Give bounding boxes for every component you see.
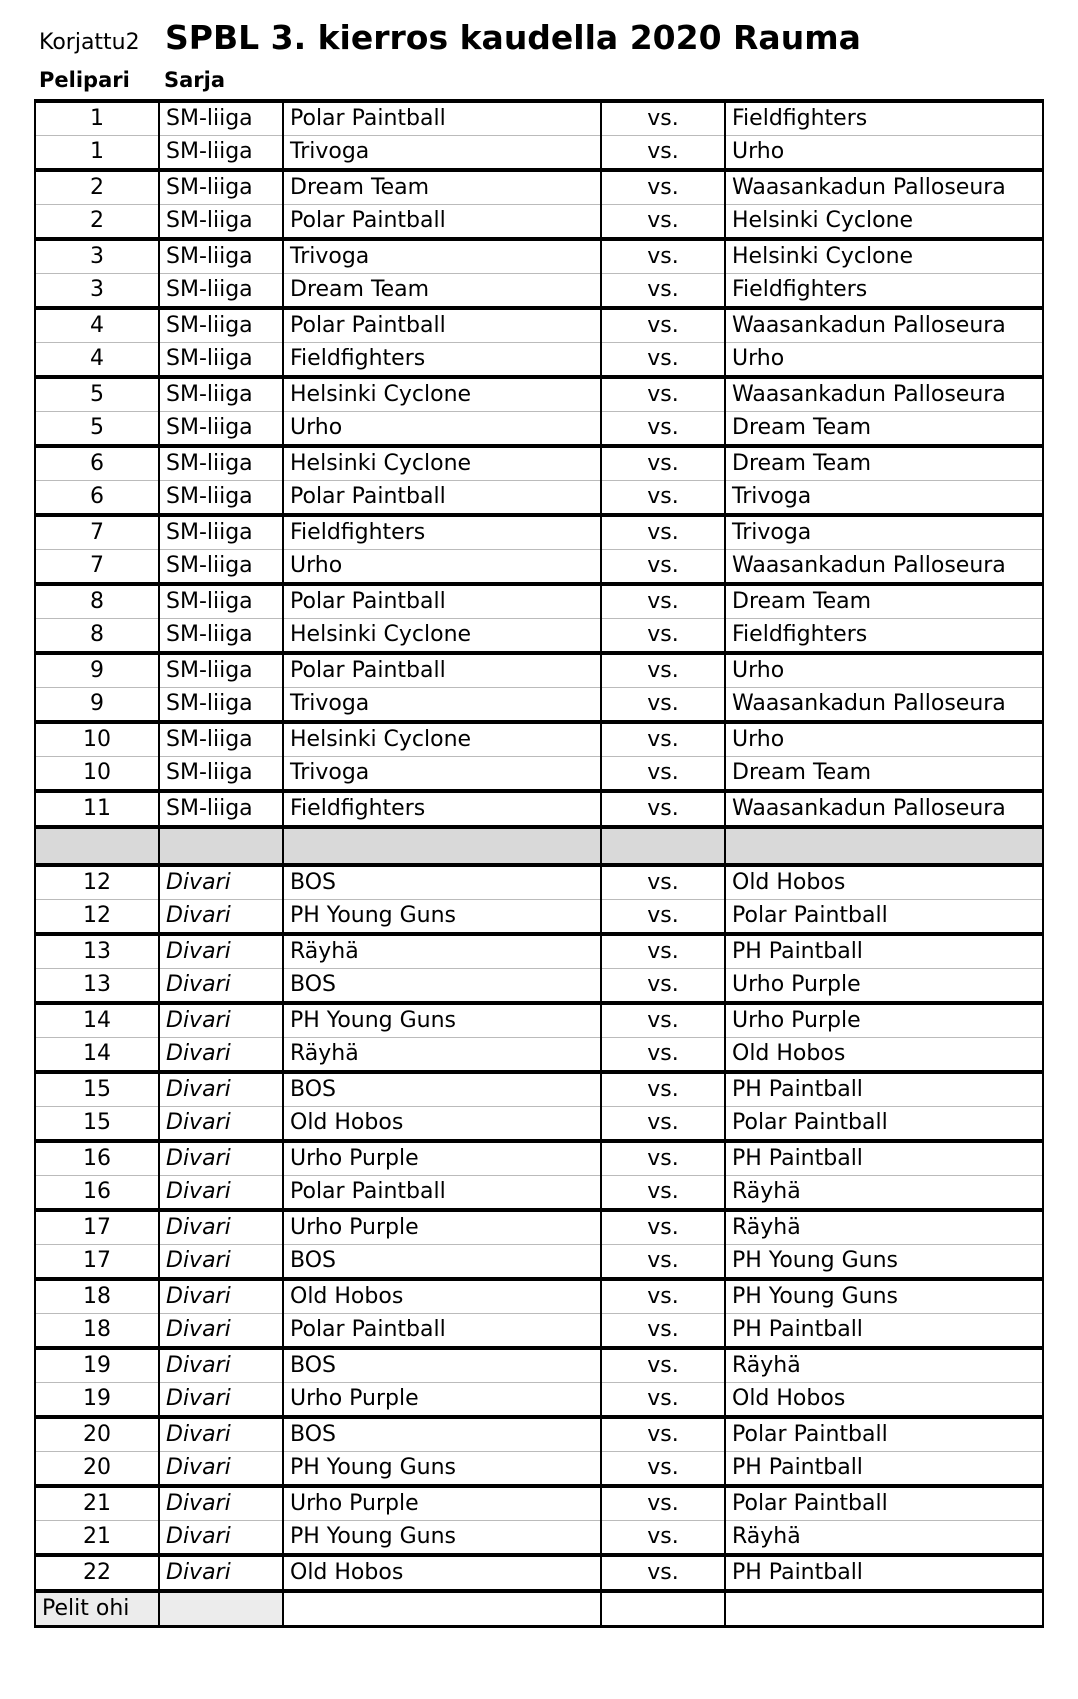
- home-team-cell: Polar Paintball: [283, 308, 601, 343]
- table-row: [35, 377, 1043, 412]
- away-team-cell: Old Hobos: [725, 1038, 1043, 1073]
- series-cell: SM-liiga: [159, 377, 283, 412]
- table-row: [35, 239, 1043, 274]
- away-team-cell: Trivoga: [725, 515, 1043, 550]
- series-cell: Divari: [159, 934, 283, 969]
- pair-number-cell: 19: [35, 1383, 159, 1418]
- versus-cell: vs.: [601, 900, 725, 935]
- pair-number-cell: 12: [35, 900, 159, 935]
- versus-cell: vs.: [601, 1521, 725, 1556]
- away-team-cell: Räyhä: [725, 1210, 1043, 1245]
- pair-number-cell: 13: [35, 934, 159, 969]
- pair-number-cell: 9: [35, 653, 159, 688]
- away-team-cell: Waasankadun Palloseura: [725, 308, 1043, 343]
- home-team-cell: Helsinki Cyclone: [283, 722, 601, 757]
- pair-number-cell: 3: [35, 239, 159, 274]
- pair-number-cell: 21: [35, 1521, 159, 1556]
- table-row: [35, 584, 1043, 619]
- table-row: [35, 1314, 1043, 1349]
- separator-row: [35, 827, 1043, 865]
- series-cell: Divari: [159, 900, 283, 935]
- away-team-cell: PH Paintball: [725, 1314, 1043, 1349]
- table-row: [35, 1452, 1043, 1487]
- away-team-cell: Dream Team: [725, 757, 1043, 792]
- pair-number-cell: 17: [35, 1245, 159, 1280]
- table-row: [35, 205, 1043, 240]
- versus-cell: vs.: [601, 1245, 725, 1280]
- series-cell: SM-liiga: [159, 412, 283, 447]
- away-team-cell: Polar Paintball: [725, 1417, 1043, 1452]
- away-team-cell: Polar Paintball: [725, 900, 1043, 935]
- table-row: [35, 1486, 1043, 1521]
- footer-row: [35, 1591, 1043, 1627]
- table-row: [35, 1072, 1043, 1107]
- home-team-cell: Räyhä: [283, 1038, 601, 1073]
- versus-cell: vs.: [601, 136, 725, 171]
- home-team-cell: Dream Team: [283, 274, 601, 309]
- versus-cell: vs.: [601, 1003, 725, 1038]
- versus-cell: vs.: [601, 1279, 725, 1314]
- home-team-cell: Trivoga: [283, 136, 601, 171]
- versus-cell: vs.: [601, 170, 725, 205]
- versus-cell: vs.: [601, 584, 725, 619]
- versus-cell: vs.: [601, 515, 725, 550]
- table-row: [35, 1210, 1043, 1245]
- versus-cell: vs.: [601, 969, 725, 1004]
- table-row: [35, 343, 1043, 378]
- home-team-cell: Polar Paintball: [283, 1314, 601, 1349]
- schedule-body: [35, 101, 1043, 1627]
- home-team-cell: Trivoga: [283, 688, 601, 723]
- versus-cell: vs.: [601, 101, 725, 136]
- pair-number-cell: 17: [35, 1210, 159, 1245]
- series-cell: Divari: [159, 1176, 283, 1211]
- pair-number-cell: 14: [35, 1003, 159, 1038]
- series-cell: Divari: [159, 1555, 283, 1591]
- home-team-cell: Helsinki Cyclone: [283, 377, 601, 412]
- versus-cell: vs.: [601, 1038, 725, 1073]
- table-row: [35, 1521, 1043, 1556]
- away-team-cell: PH Young Guns: [725, 1279, 1043, 1314]
- table-row: [35, 900, 1043, 935]
- table-row: [35, 1279, 1043, 1314]
- table-row: [35, 481, 1043, 516]
- away-team-cell: Helsinki Cyclone: [725, 205, 1043, 240]
- versus-cell: vs.: [601, 446, 725, 481]
- table-row: [35, 969, 1043, 1004]
- away-team-cell: Räyhä: [725, 1348, 1043, 1383]
- versus-cell: vs.: [601, 481, 725, 516]
- versus-cell: vs.: [601, 412, 725, 447]
- versus-cell: vs.: [601, 205, 725, 240]
- series-cell: Divari: [159, 1279, 283, 1314]
- home-team-cell: Trivoga: [283, 239, 601, 274]
- away-team-cell: Helsinki Cyclone: [725, 239, 1043, 274]
- away-team-cell: Waasankadun Palloseura: [725, 688, 1043, 723]
- table-row: [35, 1417, 1043, 1452]
- home-team-cell: BOS: [283, 1245, 601, 1280]
- separator-cell: [159, 827, 283, 865]
- series-cell: SM-liiga: [159, 136, 283, 171]
- table-row: [35, 550, 1043, 585]
- table-row: [35, 757, 1043, 792]
- away-team-cell: Polar Paintball: [725, 1486, 1043, 1521]
- series-cell: SM-liiga: [159, 584, 283, 619]
- series-cell: SM-liiga: [159, 619, 283, 654]
- versus-cell: vs.: [601, 1072, 725, 1107]
- series-cell: Divari: [159, 1521, 283, 1556]
- pair-number-cell: 8: [35, 584, 159, 619]
- table-row: [35, 865, 1043, 900]
- versus-cell: vs.: [601, 1314, 725, 1349]
- series-cell: Divari: [159, 1072, 283, 1107]
- home-team-cell: Urho Purple: [283, 1141, 601, 1176]
- home-team-cell: Polar Paintball: [283, 584, 601, 619]
- series-cell: Divari: [159, 969, 283, 1004]
- away-team-cell: Dream Team: [725, 412, 1043, 447]
- table-row: [35, 1348, 1043, 1383]
- separator-cell: [283, 827, 601, 865]
- series-cell: SM-liiga: [159, 343, 283, 378]
- pair-number-cell: 9: [35, 688, 159, 723]
- pair-number-cell: 14: [35, 1038, 159, 1073]
- versus-cell: vs.: [601, 934, 725, 969]
- away-team-cell: Räyhä: [725, 1521, 1043, 1556]
- home-team-cell: Polar Paintball: [283, 205, 601, 240]
- series-cell: SM-liiga: [159, 170, 283, 205]
- series-cell: SM-liiga: [159, 550, 283, 585]
- table-row: [35, 1003, 1043, 1038]
- series-cell: Divari: [159, 1383, 283, 1418]
- away-team-cell: Polar Paintball: [725, 1107, 1043, 1142]
- table-row: [35, 688, 1043, 723]
- home-team-cell: BOS: [283, 969, 601, 1004]
- pair-number-cell: 1: [35, 136, 159, 171]
- home-team-cell: Urho Purple: [283, 1383, 601, 1418]
- footer-cell: [601, 1591, 725, 1627]
- pair-number-cell: 22: [35, 1555, 159, 1591]
- table-row: [35, 1107, 1043, 1142]
- away-team-cell: Waasankadun Palloseura: [725, 791, 1043, 827]
- pair-number-cell: 10: [35, 722, 159, 757]
- series-cell: Divari: [159, 1210, 283, 1245]
- pair-number-cell: 16: [35, 1176, 159, 1211]
- versus-cell: vs.: [601, 239, 725, 274]
- series-cell: Divari: [159, 1314, 283, 1349]
- home-team-cell: Fieldfighters: [283, 343, 601, 378]
- series-cell: SM-liiga: [159, 308, 283, 343]
- page-title: SPBL 3. kierros kaudella 2020 Rauma: [165, 18, 861, 57]
- series-cell: SM-liiga: [159, 515, 283, 550]
- versus-cell: vs.: [601, 377, 725, 412]
- versus-cell: vs.: [601, 1176, 725, 1211]
- away-team-cell: Waasankadun Palloseura: [725, 170, 1043, 205]
- versus-cell: vs.: [601, 653, 725, 688]
- column-header-pelipari: Pelipari: [39, 68, 130, 92]
- series-cell: SM-liiga: [159, 688, 283, 723]
- home-team-cell: Trivoga: [283, 757, 601, 792]
- home-team-cell: Urho: [283, 550, 601, 585]
- versus-cell: vs.: [601, 757, 725, 792]
- table-row: [35, 619, 1043, 654]
- pair-number-cell: 4: [35, 308, 159, 343]
- series-cell: Divari: [159, 1107, 283, 1142]
- footer-cell: [725, 1591, 1043, 1627]
- away-team-cell: PH Young Guns: [725, 1245, 1043, 1280]
- pair-number-cell: 10: [35, 757, 159, 792]
- series-cell: SM-liiga: [159, 239, 283, 274]
- pair-number-cell: 3: [35, 274, 159, 309]
- home-team-cell: Urho: [283, 412, 601, 447]
- away-team-cell: Räyhä: [725, 1176, 1043, 1211]
- home-team-cell: Old Hobos: [283, 1107, 601, 1142]
- home-team-cell: PH Young Guns: [283, 1003, 601, 1038]
- home-team-cell: BOS: [283, 1417, 601, 1452]
- away-team-cell: Urho: [725, 653, 1043, 688]
- away-team-cell: Dream Team: [725, 584, 1043, 619]
- away-team-cell: Trivoga: [725, 481, 1043, 516]
- versus-cell: vs.: [601, 1486, 725, 1521]
- table-row: [35, 308, 1043, 343]
- table-row: [35, 934, 1043, 969]
- pair-number-cell: 19: [35, 1348, 159, 1383]
- versus-cell: vs.: [601, 1383, 725, 1418]
- home-team-cell: Helsinki Cyclone: [283, 446, 601, 481]
- series-cell: SM-liiga: [159, 101, 283, 136]
- home-team-cell: Old Hobos: [283, 1279, 601, 1314]
- pair-number-cell: 15: [35, 1072, 159, 1107]
- series-cell: Divari: [159, 1245, 283, 1280]
- series-cell: Divari: [159, 1452, 283, 1487]
- home-team-cell: Polar Paintball: [283, 481, 601, 516]
- home-team-cell: BOS: [283, 1348, 601, 1383]
- series-cell: Divari: [159, 1141, 283, 1176]
- pair-number-cell: 6: [35, 446, 159, 481]
- versus-cell: vs.: [601, 1107, 725, 1142]
- away-team-cell: Urho: [725, 136, 1043, 171]
- away-team-cell: PH Paintball: [725, 1141, 1043, 1176]
- separator-cell: [601, 827, 725, 865]
- pair-number-cell: 21: [35, 1486, 159, 1521]
- home-team-cell: Urho Purple: [283, 1210, 601, 1245]
- home-team-cell: Urho Purple: [283, 1486, 601, 1521]
- series-cell: SM-liiga: [159, 481, 283, 516]
- home-team-cell: Old Hobos: [283, 1555, 601, 1591]
- pair-number-cell: 8: [35, 619, 159, 654]
- series-cell: SM-liiga: [159, 446, 283, 481]
- series-cell: Divari: [159, 1417, 283, 1452]
- versus-cell: vs.: [601, 865, 725, 900]
- away-team-cell: Urho Purple: [725, 969, 1043, 1004]
- home-team-cell: PH Young Guns: [283, 1521, 601, 1556]
- home-team-cell: Helsinki Cyclone: [283, 619, 601, 654]
- pair-number-cell: 15: [35, 1107, 159, 1142]
- series-cell: SM-liiga: [159, 274, 283, 309]
- series-cell: Divari: [159, 1003, 283, 1038]
- away-team-cell: PH Paintball: [725, 934, 1043, 969]
- away-team-cell: Urho: [725, 343, 1043, 378]
- table-row: [35, 1383, 1043, 1418]
- pair-number-cell: 5: [35, 377, 159, 412]
- versus-cell: vs.: [601, 688, 725, 723]
- pair-number-cell: 12: [35, 865, 159, 900]
- home-team-cell: Polar Paintball: [283, 653, 601, 688]
- table-row: [35, 136, 1043, 171]
- away-team-cell: PH Paintball: [725, 1555, 1043, 1591]
- column-header-sarja: Sarja: [164, 68, 226, 92]
- table-row: [35, 1245, 1043, 1280]
- table-row: [35, 101, 1043, 136]
- footer-cell: [283, 1591, 601, 1627]
- versus-cell: vs.: [601, 722, 725, 757]
- home-team-cell: Fieldfighters: [283, 791, 601, 827]
- revision-note: Korjattu2: [39, 30, 140, 55]
- pair-number-cell: 6: [35, 481, 159, 516]
- series-cell: SM-liiga: [159, 205, 283, 240]
- series-cell: SM-liiga: [159, 791, 283, 827]
- home-team-cell: PH Young Guns: [283, 1452, 601, 1487]
- table-row: [35, 1555, 1043, 1591]
- pair-number-cell: 7: [35, 515, 159, 550]
- table-row: [35, 1141, 1043, 1176]
- pair-number-cell: 2: [35, 205, 159, 240]
- pair-number-cell: 1: [35, 101, 159, 136]
- home-team-cell: Polar Paintball: [283, 1176, 601, 1211]
- pair-number-cell: 2: [35, 170, 159, 205]
- series-cell: Divari: [159, 1348, 283, 1383]
- home-team-cell: BOS: [283, 1072, 601, 1107]
- pair-number-cell: 5: [35, 412, 159, 447]
- away-team-cell: Dream Team: [725, 446, 1043, 481]
- table-row: [35, 1038, 1043, 1073]
- home-team-cell: PH Young Guns: [283, 900, 601, 935]
- versus-cell: vs.: [601, 1210, 725, 1245]
- pair-number-cell: 16: [35, 1141, 159, 1176]
- away-team-cell: Old Hobos: [725, 865, 1043, 900]
- pair-number-cell: 20: [35, 1452, 159, 1487]
- series-cell: SM-liiga: [159, 653, 283, 688]
- home-team-cell: Polar Paintball: [283, 101, 601, 136]
- versus-cell: vs.: [601, 550, 725, 585]
- pair-number-cell: 13: [35, 969, 159, 1004]
- versus-cell: vs.: [601, 791, 725, 827]
- table-row: [35, 515, 1043, 550]
- pair-number-cell: 20: [35, 1417, 159, 1452]
- pair-number-cell: 18: [35, 1279, 159, 1314]
- away-team-cell: PH Paintball: [725, 1452, 1043, 1487]
- table-row: [35, 170, 1043, 205]
- series-cell: SM-liiga: [159, 722, 283, 757]
- table-row: [35, 274, 1043, 309]
- versus-cell: vs.: [601, 1555, 725, 1591]
- away-team-cell: Fieldfighters: [725, 274, 1043, 309]
- table-row: [35, 722, 1043, 757]
- pair-number-cell: 18: [35, 1314, 159, 1349]
- table-row: [35, 791, 1043, 827]
- pair-number-cell: 7: [35, 550, 159, 585]
- versus-cell: vs.: [601, 1452, 725, 1487]
- away-team-cell: Fieldfighters: [725, 101, 1043, 136]
- versus-cell: vs.: [601, 343, 725, 378]
- versus-cell: vs.: [601, 308, 725, 343]
- table-row: [35, 1176, 1043, 1211]
- series-cell: Divari: [159, 1038, 283, 1073]
- series-cell: Divari: [159, 865, 283, 900]
- away-team-cell: Fieldfighters: [725, 619, 1043, 654]
- away-team-cell: Urho: [725, 722, 1043, 757]
- versus-cell: vs.: [601, 274, 725, 309]
- pair-number-cell: 11: [35, 791, 159, 827]
- away-team-cell: Urho Purple: [725, 1003, 1043, 1038]
- separator-cell: [35, 827, 159, 865]
- home-team-cell: Dream Team: [283, 170, 601, 205]
- versus-cell: vs.: [601, 1417, 725, 1452]
- table-row: [35, 446, 1043, 481]
- separator-cell: [725, 827, 1043, 865]
- table-row: [35, 653, 1043, 688]
- table-row: [35, 412, 1043, 447]
- away-team-cell: PH Paintball: [725, 1072, 1043, 1107]
- footer-cell: [159, 1591, 283, 1627]
- away-team-cell: Waasankadun Palloseura: [725, 377, 1043, 412]
- games-over-label: Pelit ohi: [35, 1591, 159, 1627]
- pair-number-cell: 4: [35, 343, 159, 378]
- versus-cell: vs.: [601, 1141, 725, 1176]
- versus-cell: vs.: [601, 619, 725, 654]
- home-team-cell: Fieldfighters: [283, 515, 601, 550]
- home-team-cell: BOS: [283, 865, 601, 900]
- home-team-cell: Räyhä: [283, 934, 601, 969]
- schedule-table: [34, 99, 1044, 1628]
- away-team-cell: Old Hobos: [725, 1383, 1043, 1418]
- versus-cell: vs.: [601, 1348, 725, 1383]
- away-team-cell: Waasankadun Palloseura: [725, 550, 1043, 585]
- series-cell: SM-liiga: [159, 757, 283, 792]
- series-cell: Divari: [159, 1486, 283, 1521]
